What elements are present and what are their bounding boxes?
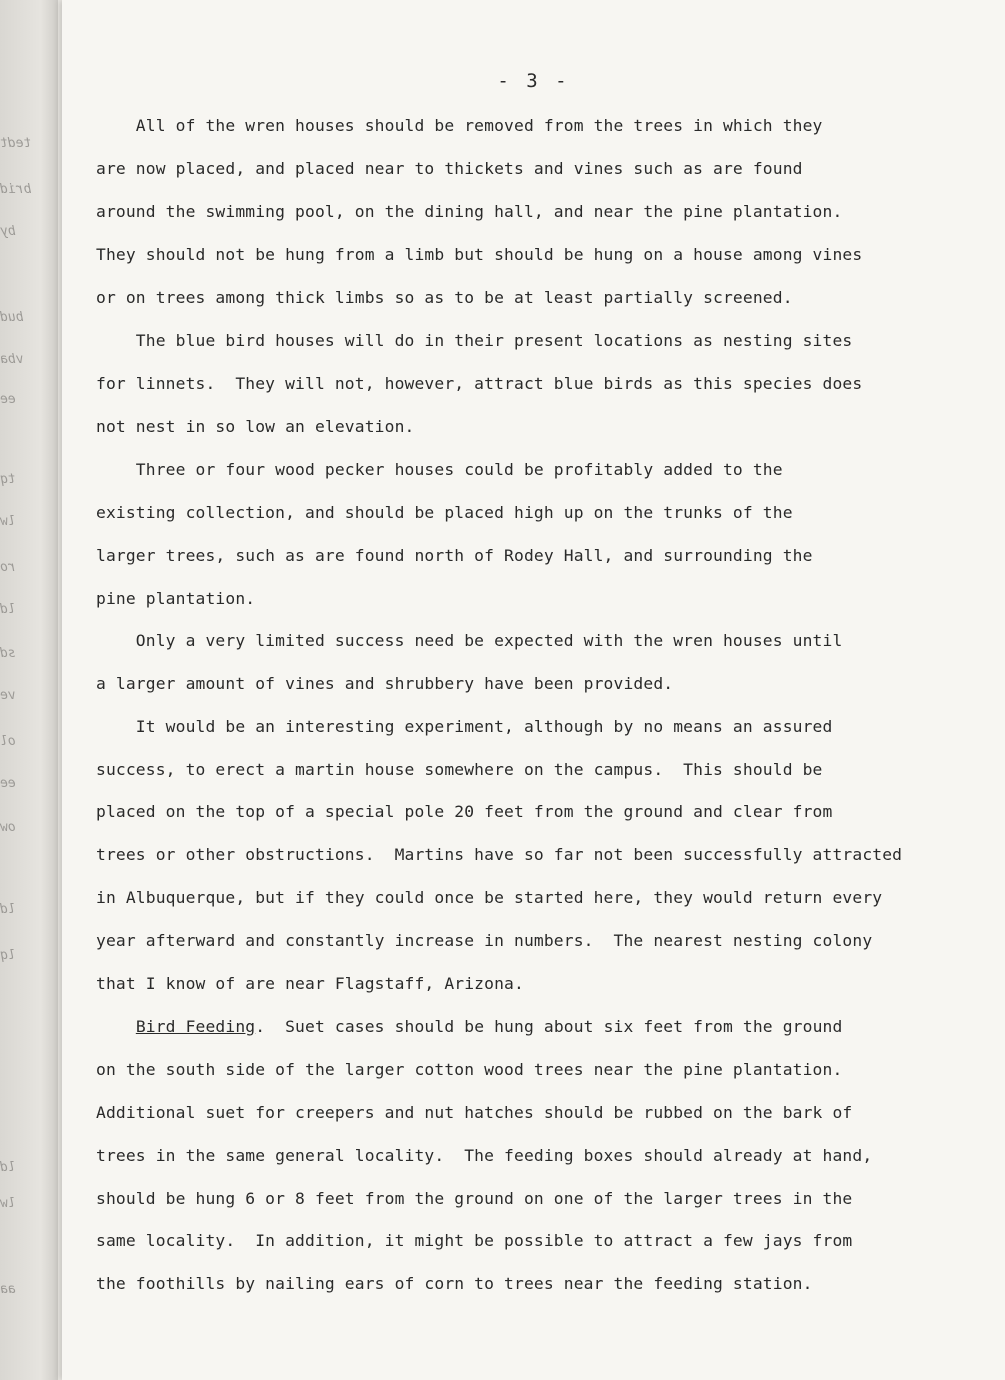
- text-line: Additional suet for creepers and nut hatches should be rubbed on the bark of: [96, 1103, 853, 1122]
- text-line: It would be an interesting experiment, although by no means an assured: [96, 717, 833, 736]
- bleed-through-text: tedt: [0, 136, 32, 151]
- bleed-through-text: aa: [0, 1282, 16, 1297]
- text-line: placed on the top of a special pole 20 feet from the ground and clear from: [96, 802, 833, 821]
- text-line: not nest in so low an elevation.: [96, 417, 415, 436]
- text-line: trees in the same general locality. The feeding boxes should already at hand,: [96, 1146, 873, 1165]
- bleed-through-text: ld: [0, 602, 16, 617]
- bleed-through-text: lq: [0, 948, 16, 963]
- text-line: [96, 1017, 842, 1036]
- text-line: They should not be hung from a limb but should be hung on a house among vines: [96, 245, 863, 264]
- text-line: that I know of are near Flagstaff, Arizona.: [96, 974, 524, 993]
- adjacent-page-edge: [0, 0, 58, 1380]
- bleed-through-text: lw: [0, 514, 16, 529]
- text-line: larger trees, such as are found north of Rodey Hall, and surrounding the: [96, 546, 813, 565]
- text-line: The blue bird houses will do in their present locations as nesting sites: [96, 331, 853, 350]
- section-heading-bird-feeding: Bird Feeding: [135, 1017, 256, 1036]
- text-line: on the south side of the larger cotton wood trees near the pine plantation.: [96, 1060, 843, 1079]
- text-line: are now placed, and placed near to thickets and vines such as are found: [96, 159, 803, 178]
- bleed-through-text: vba: [0, 352, 24, 367]
- text-line: trees or other obstructions. Martins have so far not been successfully attracted: [96, 845, 903, 864]
- text-line: for linnets. They will not, however, attract blue birds as this species does: [96, 374, 863, 393]
- text-line: the foothills by nailing ears of corn to trees near the feeding station.: [96, 1274, 813, 1293]
- text-line: in Albuquerque, but if they could once be started here, they would return every: [96, 888, 883, 907]
- bleed-through-text: tq: [0, 472, 16, 487]
- bleed-through-text: ow: [0, 820, 16, 835]
- text-line: around the swimming pool, on the dining hall, and near the pine plantation.: [96, 202, 843, 221]
- bleed-through-text: ve: [0, 688, 16, 703]
- text-line: success, to erect a martin house somewhere on the campus. This should be: [96, 760, 823, 779]
- bleed-through-text: bud: [0, 310, 24, 325]
- bleed-through-text: brid: [0, 182, 32, 197]
- text-line: a larger amount of vines and shrubbery have been provided.: [96, 674, 674, 693]
- bleed-through-text: ol: [0, 734, 16, 749]
- text-line: year afterward and constantly increase in numbers. The nearest nesting colony: [96, 931, 873, 950]
- text-line: All of the wren houses should be removed from the trees in which they: [96, 116, 823, 135]
- text-line: pine plantation.: [96, 589, 256, 608]
- text-line-rest: . Suet cases should be hung about six feet from the ground: [255, 1017, 843, 1036]
- bleed-through-text: ld: [0, 902, 16, 917]
- bleed-through-text: lw: [0, 1196, 16, 1211]
- text-line: should be hung 6 or 8 feet from the ground on one of the larger trees in the: [96, 1189, 853, 1208]
- bleed-through-text: ro: [0, 560, 16, 575]
- text-line: or on trees among thick limbs so as to be at least partially screened.: [96, 288, 793, 307]
- text-line: same locality. In addition, it might be possible to attract a few jays from: [96, 1231, 853, 1250]
- bleed-through-text: sd: [0, 646, 16, 661]
- bleed-through-text: by: [0, 224, 16, 239]
- text-line: existing collection, and should be placed high up on the trunks of the: [96, 503, 793, 522]
- page-number: - 3 -: [497, 70, 570, 92]
- typewritten-page: [62, 0, 1005, 1380]
- bleed-through-text: ld: [0, 1160, 16, 1175]
- text-line: Three or four wood pecker houses could be profitably added to the: [96, 460, 783, 479]
- bleed-through-text: ee: [0, 776, 16, 791]
- text-line: Only a very limited success need be expected with the wren houses until: [96, 631, 843, 650]
- bleed-through-text: ee: [0, 392, 16, 407]
